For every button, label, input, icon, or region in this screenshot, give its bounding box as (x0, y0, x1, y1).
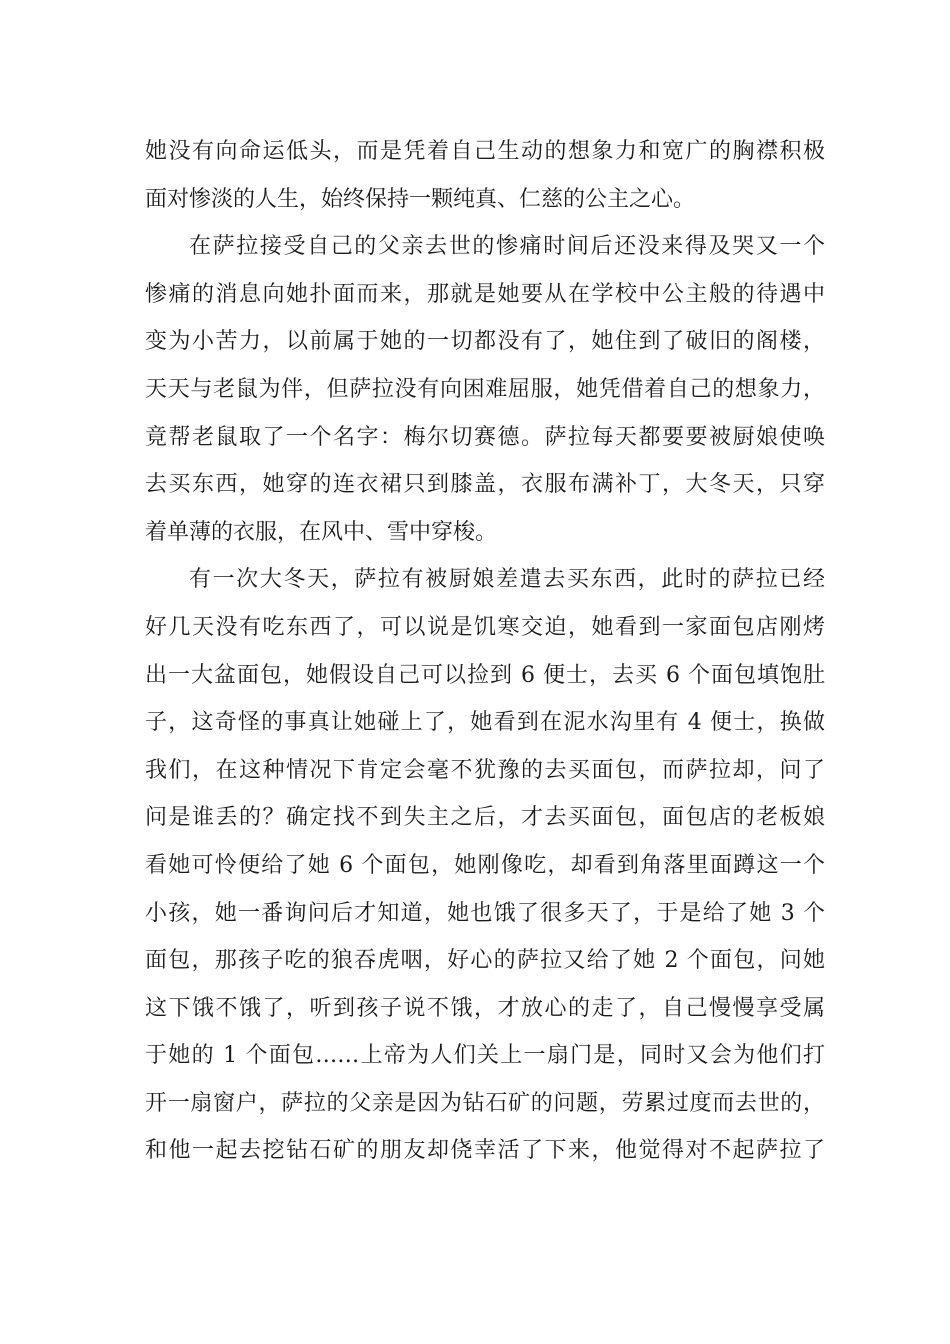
body-text (145, 128, 825, 1175)
text-line: 面对惨淡的人生，始终保持一颗纯真、仁慈的公主之心。 (145, 186, 696, 212)
text-line: 天天与老鼠为伴，但萨拉没有向困难屈服，她凭借着自己的想象力， (145, 376, 825, 402)
text-line: 问是谁丢的？确定找不到失主之后，才去买面包，面包店的老板娘 (145, 805, 825, 831)
text-line: 好几天没有吃东西了，可以说是饥寒交迫，她看到一家面包店刚烤 (145, 614, 825, 640)
text-line: 面包，那孩子吃的狼吞虎咽，好心的萨拉又给了她 2 个面包，问她 (145, 948, 825, 974)
text-line: 在萨拉接受自己的父亲去世的惨痛时间后还没来得及哭又一个 (189, 234, 825, 260)
text-line: 变为小苦力，以前属于她的一切都没有了，她住到了破旧的阁楼， (145, 329, 825, 355)
text-line: 这下饿不饿了，听到孩子说不饿，才放心的走了，自己慢慢享受属 (145, 995, 825, 1021)
text-line: 有一次大冬天，萨拉有被厨娘差遣去买东西，此时的萨拉已经 (189, 567, 825, 593)
text-line: 我们，在这种情况下肯定会毫不犹豫的去买面包，而萨拉却，问了 (145, 757, 825, 783)
text-line: 子，这奇怪的事真让她碰上了，她看到在泥水沟里有 4 便士，换做 (145, 710, 825, 736)
text-line: 着单薄的衣服，在风中、雪中穿梭。 (145, 519, 498, 545)
text-line: 小孩，她一番询问后才知道，她也饿了很多天了，于是给了她 3 个 (145, 900, 825, 926)
text-line: 出一大盆面包，她假设自己可以捡到 6 便士，去买 6 个面包填饱肚 (145, 662, 825, 688)
text-line: 开一扇窗户，萨拉的父亲是因为钻石矿的问题，劳累过度而去世的， (145, 1090, 825, 1116)
text-line: 惨痛的消息向她扑面而来，那就是她要从在学校中公主般的待遇中 (145, 281, 825, 307)
text-line: 看她可怜便给了她 6 个面包，她刚像吃，却看到角落里面蹲这一个 (145, 852, 825, 878)
text-line: 于她的 1 个面包……上帝为人们关上一扇门是，同时又会为他们打 (145, 1043, 825, 1069)
text-line: 竟帮老鼠取了一个名字：梅尔切赛德。萨拉每天都要要被厨娘使唤 (145, 424, 825, 450)
text-line: 和他一起去挖钻石矿的朋友却侥幸活了下来，他觉得对不起萨拉了 (145, 1138, 825, 1164)
text-line: 她没有向命运低头，而是凭着自己生动的想象力和宽广的胸襟积极 (145, 139, 825, 164)
text-line: 去买东西，她穿的连衣裙只到膝盖，衣服布满补丁，大冬天，只穿 (145, 472, 825, 498)
